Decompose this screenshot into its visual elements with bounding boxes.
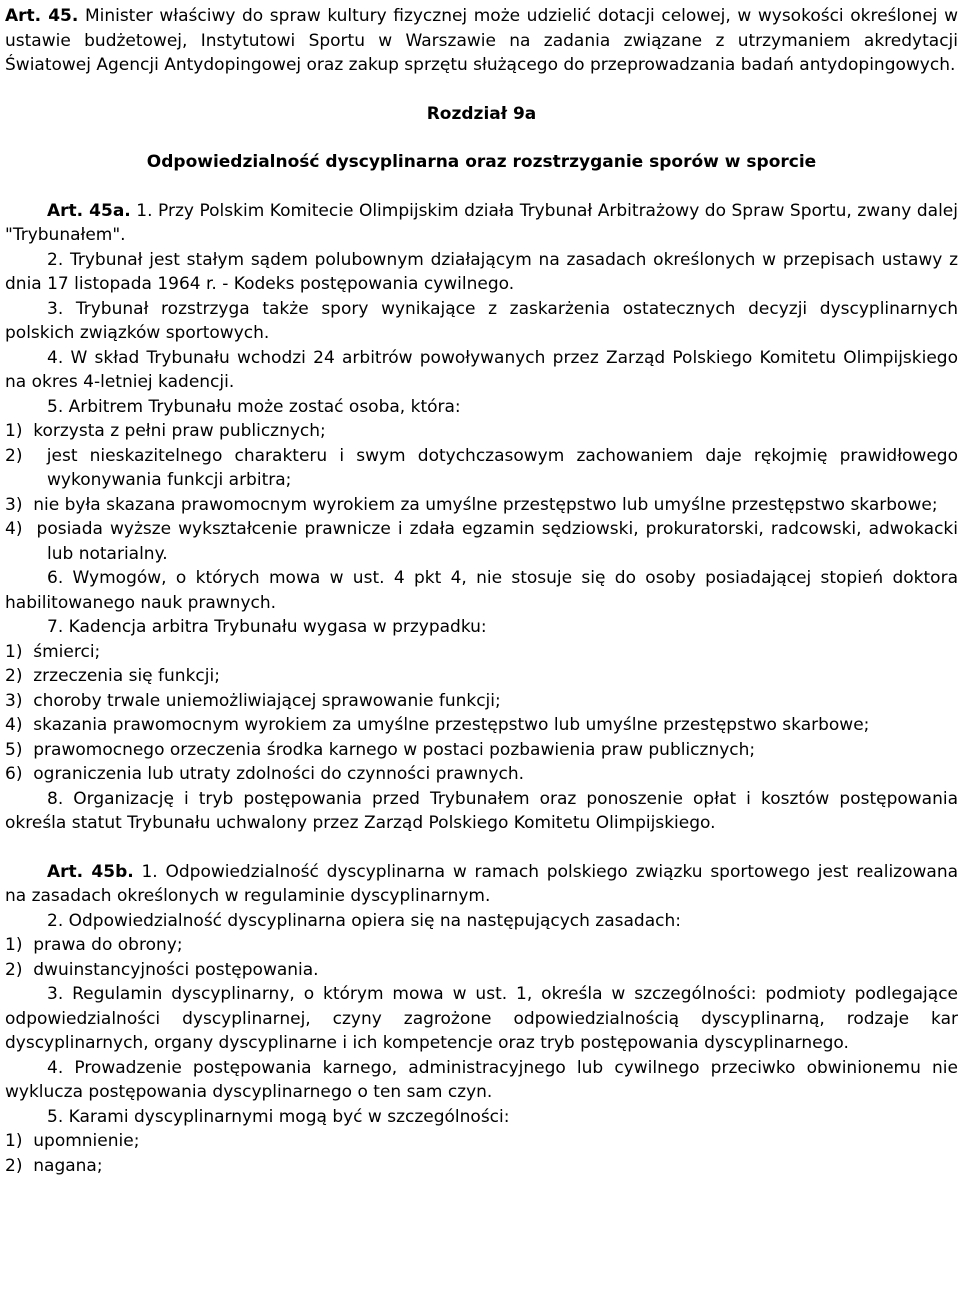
article-45b-para-1 <box>5 860 958 909</box>
document-page <box>5 4 958 1178</box>
paragraph-text: 1. Odpowiedzialność dyscyplinarna w ramach polskiego związku sportowego jest realizowana na zasadach określonych w regulaminie dyscyplinarnym. <box>5 861 959 906</box>
article-45 <box>5 4 958 78</box>
list-item: 2) jest nieskazitelnego charakteru i swym dotychczasowym zachowaniem daje rękojmię prawidłowego wykonywania funkcji arbitra; <box>5 445 958 490</box>
chapter-title: Rozdział 9a <box>426 103 537 124</box>
chapter-subtitle: Odpowiedzialność dyscyplinarna oraz rozstrzyganie sporów w sporcie <box>146 152 817 172</box>
list-item: 3) nie była skazana prawomocnym wyrokiem za umyślne przestępstwo lub umyślne przestępstwo skarbowe; <box>5 494 938 515</box>
list-item: 1) prawa do obrony; <box>5 935 183 955</box>
list-item: 1) korzysta z pełni praw publicznych; <box>5 421 326 441</box>
list-item: 2) dwuinstancyjności postępowania. <box>5 959 319 980</box>
article-45b-para-4: 4. Prowadzenie postępowania karnego, administracyjnego lub cywilnego przeciwko obwinionemu nie wyklucza postępowania dyscyplinarnego o ten sam czyn. <box>5 1057 958 1102</box>
article-45b-para-2: 2. Odpowiedzialność dyscyplinarna opiera się na następujących zasadach: <box>47 910 681 931</box>
article-45b-para-5: 5. Karami dyscyplinarnymi mogą być w szczególności: <box>47 1106 510 1127</box>
article-label: Art. 45a. <box>47 200 131 221</box>
list-item: 3) choroby trwale uniemożliwiającej sprawowanie funkcji; <box>5 690 501 711</box>
list-item: 2) zrzeczenia się funkcji; <box>5 666 220 686</box>
article-label: Art. 45b. <box>47 861 134 882</box>
article-45a-para-6: 6. Wymogów, o których mowa w ust. 4 pkt 4, nie stosuje się do osoby posiadającej stopień doktora habilitowanego nauk prawnych. <box>5 568 958 613</box>
article-text: Minister właściwy do spraw kultury fizycznej może udzielić dotacji celowej, w wysokości określonej w ustawie budżetowej, Instytutowi Sportu w Warszawie na zadania związane z utrzymaniem akredytacji Światowej Agencji Antydopingowej oraz zakup sprzętu służącego do przeprowadzania badań antydopingowych. <box>5 6 958 75</box>
list-item: 1) śmierci; <box>5 641 101 662</box>
list-item: 1) upomnienie; <box>5 1131 140 1151</box>
article-45a-para-1 <box>5 199 958 248</box>
article-45a-para-2: 2. Trybunał jest stałym sądem polubownym działającym na zasadach określonych w przepisach ustawy z dnia 17 listopada 1964 r. - Kodeks postępowania cywilnego. <box>5 249 958 294</box>
article-45a-para-3: 3. Trybunał rozstrzyga także spory wynikające z zaskarżenia ostatecznych decyzji dyscyplinarnych polskich związków sportowych. <box>5 298 958 343</box>
article-45a-para-5: 5. Arbitrem Trybunału może zostać osoba, która: <box>47 396 461 417</box>
article-45a-para-7: 7. Kadencja arbitra Trybunału wygasa w przypadku: <box>47 617 487 637</box>
list-item: 5) prawomocnego orzeczenia środka karnego w postaci pozbawienia praw publicznych; <box>5 739 756 760</box>
article-45a-para-4: 4. W skład Trybunału wchodzi 24 arbitrów powoływanych przez Zarząd Polskiego Komitetu Olimpijskiego na okres 4-letniej kadencji. <box>5 347 958 392</box>
list-item: 6) ograniczenia lub utraty zdolności do czynności prawnych. <box>5 764 525 784</box>
article-45b-para-3: 3. Regulamin dyscyplinarny, o którym mowa w ust. 1, określa w szczególności: podmioty podlegające odpowiedzialności dyscyplinarnej, czyny zagrożone odpowiedzialnością dyscyplinarną, rodzaje kar dyscyplinarnych, organy dyscyplinarne i ich kompetencje oraz tryb postępowania dyscyplinarnego. <box>5 984 958 1053</box>
list-item: 2) nagana; <box>5 1155 103 1176</box>
article-45a-para-8: 8. Organizację i tryb postępowania przed Trybunałem oraz ponoszenie opłat i kosztów postępowania określa statut Trybunału uchwalony przez Zarząd Polskiego Komitetu Olimpijskiego. <box>5 788 958 833</box>
list-item: 4) skazania prawomocnym wyrokiem za umyślne przestępstwo lub umyślne przestępstwo skarbowe; <box>5 715 870 735</box>
article-label: Art. 45. <box>5 6 79 26</box>
paragraph-text: 1. Przy Polskim Komitecie Olimpijskim działa Trybunał Arbitrażowy do Spraw Sportu, zwany dalej "Trybunałem". <box>5 200 958 245</box>
list-item: 4) posiada wyższe wykształcenie prawnicze i zdała egzamin sędziowski, prokuratorski, radcowski, adwokacki lub notarialny. <box>5 519 958 564</box>
